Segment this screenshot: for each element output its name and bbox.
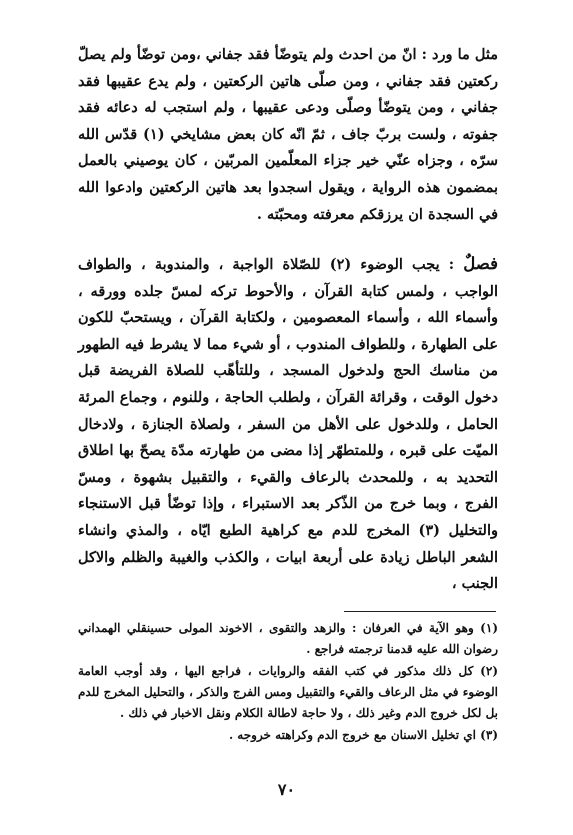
body-paragraph-2-text: : يجب الوضوء (٢) للصّلاة الواجبة ، والمندوبة ، والطواف الواجب ، ولمس كتابة القرآن ، والأحوط تركه لمسّ جلده وورقه ، وأسماء الله ، وأسماء المعصومين ، ولكتابة القرآن ، ويستحبّ للكون على الطهارة ، وللطواف المندوب ، أو شيء مما لا يشرط فيه الطهور من مناسك الحج ولدخول المسجد ، وللتأهّب للصلاة الفريضة قبل دخول الوقت ، وقرائة القرآن ، ولطلب الحاجة ، وللنوم ، وجماع المرئة الحامل ، وللدخول على الأهل من السفر ، ولصلاة الجنازة ، ولادخال الميّت على قبره ، وللمتطهّر إذا مضى من طهارته مدّة يصحّ بها اطلاق التحديد به ، وللمحدث بالرعاف والقيء ، والتقبيل بشهوة ، ومسّ الفرج ، وبما خرج من الذّكر بعد الاستبراء ، وإذا توضّأ قبل الاستنجاء والتخليل (٣) المخرج للدم مع كراهية الطبع ايّاه ، والمذي وانشاء الشعر الباطل زيادة على أربعة ابيات ، والكذب والغيبة والظلم والاكل الجنب ، xyxy=(78,256,498,593)
page-number: ٧٠ xyxy=(277,780,296,799)
body-paragraph-1: مثل ما ورد : انّ من احدث ولم يتوضّأ فقد جفاني ،ومن توضّأ ولم يصلّ ركعتين فقد جفاني ، ومن صلّى هاتين الركعتين ، ولم يدع عقيبها فقد جفاني ، ومن يتوضّأ وصلّى ودعى عقيبها ، ولم استجب له دعائه فقد جفوته ، ولست بربّ جاف ، ثمّ انّه كان بعض مشايخي (١) قدّس الله سرّه ، وجزاه عنّي خير جزاء المعلّمين المربّين ، كان يوصيني بالعمل بمضمون هذه الرواية ، ويقول اسجدوا بعد هاتين الركعتين وادعوا الله في السجدة ان يرزقكم معرفته ومحبّته . xyxy=(78,46,498,223)
footnote-3: (٣) اي تخليل الاسنان مع خروج الدم وكراهته خروجه . xyxy=(228,728,498,742)
footnote-2: (٢) كل ذلك مذكور في كتب الفقه والروايات ، فراجع اليها ، وقد أوجب العامة الوضوء في مثل الرعاف والقيء والتقبيل ومس الفرج والذكر ، والتحليل المخرج للدم بل لكل خروج الدم وغير ذلك ، ولا حاجة لاطالة الكلام ونقل الاخبار في ذلك . xyxy=(78,664,498,720)
section-heading-word: فصلٌ xyxy=(463,254,498,273)
footnote-separator xyxy=(344,611,496,612)
body-paragraph-2 xyxy=(78,251,498,598)
footnotes-list xyxy=(78,618,498,747)
footnote-1: (١) وهو الآية في العرفان : والزهد والتقوى ، الاخوند المولى حسينقلي الهمداني رضوان الله عليه قدمنا ترجمته فراجع . xyxy=(78,621,498,656)
